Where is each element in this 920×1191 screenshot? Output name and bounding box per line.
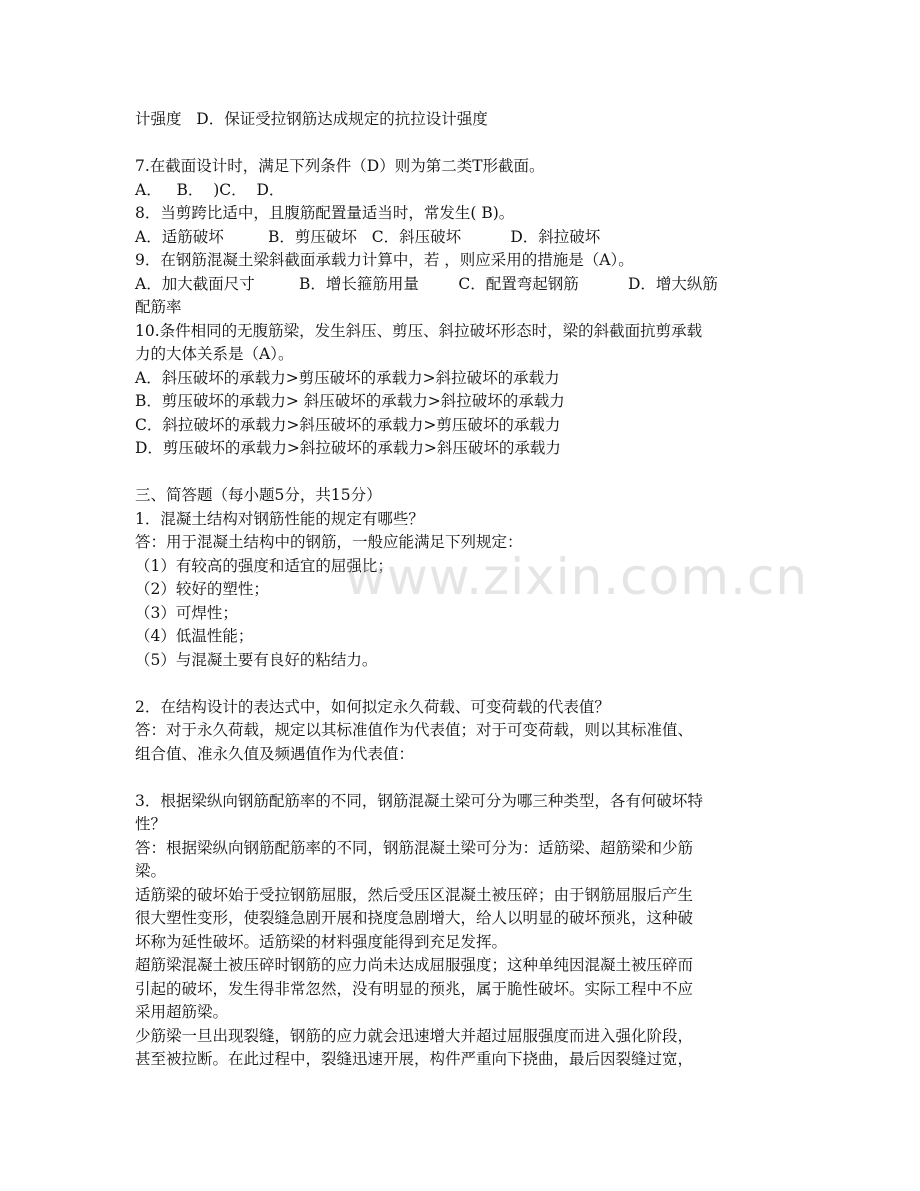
answer-3-paragraph: 少筋梁一旦出现裂缝，钢筋的应力就会迅速增大并超过屈服强度而进入强化阶段， xyxy=(135,1026,694,1045)
answer-2: 答：对于永久荷载，规定以其标准值作为代表值；对于可变荷载，则以其标准值、 xyxy=(135,721,694,739)
answer-3-paragraph: 甚至被拉断。在此过程中，裂缝迅速开展，构件严重向下挠曲，最后因裂缝过宽， xyxy=(135,1050,694,1068)
short-question-3-cont: 性？ xyxy=(135,815,167,833)
answer-1: 答：用于混凝土结构中的钢筋，一般应能满足下列规定： xyxy=(135,533,523,551)
answer-1-item: （1）有较高的强度和适宜的屈强比； xyxy=(135,556,393,575)
question-10-option-a: A．斜压破坏的承载力>剪压破坏的承载力>斜拉破坏的承载力 xyxy=(135,368,560,387)
answer-3-paragraph: 采用超筋梁。 xyxy=(135,1003,229,1021)
question-10-option-c: C．斜拉破坏的承载力>斜压破坏的承载力>剪压破坏的承载力 xyxy=(135,415,561,434)
question-7: 7.在截面设计时，满足下列条件（D）则为第二类T形截面。 xyxy=(135,157,545,175)
answer-3: 答：根据梁纵向钢筋配筋率的不同，钢筋混凝土梁可分为：适筋梁、超筋梁和少筋 xyxy=(135,838,694,857)
watermark: www.zixin.com.cn xyxy=(345,548,809,606)
answer-3-paragraph: 坏称为延性破坏。适筋梁的材料强度能得到充足发挥。 xyxy=(135,932,508,951)
text-line: 计强度 D．保证受拉钢筋达成规定的抗拉设计强度 xyxy=(135,110,488,128)
blank-line xyxy=(135,132,800,156)
question-10-option-b: B．剪压破坏的承载力> 斜压破坏的承载力>斜拉破坏的承载力 xyxy=(135,392,565,410)
answer-3-cont: 梁。 xyxy=(135,862,167,880)
answer-3-paragraph: 引起的破坏，发生得非常忽然，没有明显的预兆，属于脆性破坏。实际工程中不应 xyxy=(135,979,694,998)
question-10-option-d: D．剪压破坏的承载力>斜拉破坏的承载力>斜压破坏的承载力 xyxy=(135,439,561,457)
blank-line xyxy=(135,672,800,696)
question-8: 8．当剪跨比适中，且腹筋配置量适当时，常发生( B)。 xyxy=(135,204,515,222)
question-10: 10.条件相同的无腹筋梁，发生斜压、剪压、斜拉破坏形态时，梁的斜截面抗剪承载 xyxy=(135,321,703,340)
short-question-3: 3．根据梁纵向钢筋配筋率的不同，钢筋混凝土梁可分为哪三种类型，各有何破坏特 xyxy=(135,791,703,810)
question-7-options: A． B． )C． D． xyxy=(135,180,285,199)
document-body xyxy=(135,108,800,1072)
question-10-cont: 力的大体关系是（A）。 xyxy=(135,345,294,363)
blank-line xyxy=(135,766,800,790)
section-heading: 三、简答题（每小题5分，共15分） xyxy=(135,486,382,504)
answer-3-paragraph: 很大塑性变形，使裂缝急剧开展和挠度急剧增大，给人以明显的破坏预兆，这种破 xyxy=(135,909,694,927)
short-question-1: 1．混凝土结构对钢筋性能的规定有哪些？ xyxy=(135,509,424,528)
answer-1-item: （4）低温性能； xyxy=(135,627,254,645)
answer-1-item: （3）可焊性； xyxy=(135,603,238,622)
blank-line xyxy=(135,461,800,485)
answer-3-paragraph: 适筋梁的破坏始于受拉钢筋屈服，然后受压区混凝土被压碎；由于钢筋屈服后产生 xyxy=(135,885,694,904)
answer-2-cont: 组合值、准永久值及频遇值作为代表值： xyxy=(135,744,415,763)
answer-1-item: （2）较好的塑性； xyxy=(135,580,269,598)
question-9-options: A．加大截面尺寸 B．增长箍筋用量 C．配置弯起钢筋 D．增大纵筋 xyxy=(135,274,718,293)
question-9: 9．在钢筋混凝土梁斜截面承载力计算中，若 ，则应采用的措施是（A）。 xyxy=(135,251,634,269)
short-question-2: 2．在结构设计的表达式中，如何拟定永久荷载、可变荷载的代表值？ xyxy=(135,697,610,716)
question-8-options: A．适筋破坏 B．剪压破坏 C．斜压破坏 D．斜拉破坏 xyxy=(135,227,601,246)
question-9-options-cont: 配筋率 xyxy=(135,298,182,316)
answer-3-paragraph: 超筋梁混凝土被压碎时钢筋的应力尚未达成屈服强度；这种单纯因混凝土被压碎而 xyxy=(135,956,694,974)
answer-1-item: （5）与混凝土要有良好的粘结力。 xyxy=(135,650,378,669)
